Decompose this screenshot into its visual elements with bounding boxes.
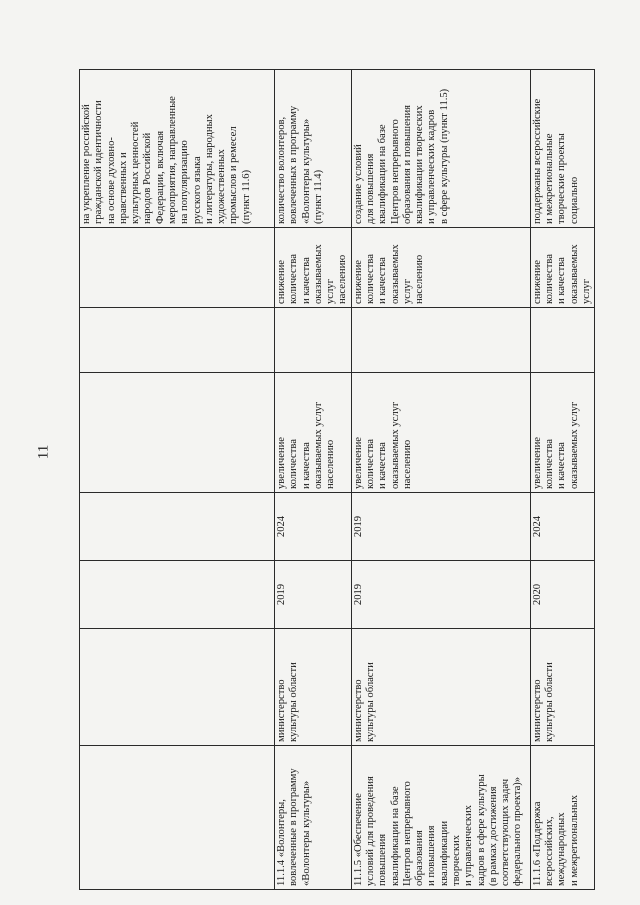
rotated-table-wrapper <box>79 80 592 890</box>
table-row <box>80 70 275 890</box>
start-year-cell <box>80 561 275 629</box>
start-year-cell: 2019 <box>351 561 530 629</box>
page-number: 11 <box>35 444 52 460</box>
indicator-link-cell: поддержаны всероссийские и межрегиональные творческие проекты социально <box>530 70 594 228</box>
table-row <box>275 70 352 890</box>
negative-effect-cell: снижение количества и качества оказываемых услуг населению <box>351 228 530 308</box>
start-year-cell: 2020 <box>530 561 594 629</box>
spacer-cell <box>530 308 594 373</box>
measure-cell <box>80 746 275 890</box>
document-sheet <box>79 80 592 890</box>
positive-effect-cell: увеличение количества и качества оказываемых услуг населению <box>351 373 530 493</box>
executor-cell: министерство культуры области <box>275 629 352 746</box>
measure-cell: 11.1.6 «Поддержка всероссийских, международных и межрегиональных <box>530 746 594 890</box>
executor-cell: министерство культуры области <box>530 629 594 746</box>
measures-table <box>79 69 595 890</box>
positive-effect-cell <box>80 373 275 493</box>
positive-effect-cell: увеличение количества и качества оказываемых услуг населению <box>275 373 352 493</box>
indicator-link-cell: количество волонтеров, вовлеченных в программу «Волонтеры культуры» (пункт 11.4) <box>275 70 352 228</box>
spacer-cell <box>351 308 530 373</box>
negative-effect-cell: снижение количества и качества оказываемых услуг <box>530 228 594 308</box>
start-year-cell: 2019 <box>275 561 352 629</box>
table-row <box>351 70 530 890</box>
negative-effect-cell <box>80 228 275 308</box>
end-year-cell: 2024 <box>530 493 594 561</box>
spacer-cell <box>80 308 275 373</box>
positive-effect-cell: увеличение количества и качества оказываемых услуг <box>530 373 594 493</box>
end-year-cell: 2024 <box>275 493 352 561</box>
measure-cell: 11.1.4 «Волонтеры, вовлеченные в программу «Волонтеры культуры» <box>275 746 352 890</box>
indicator-link-cell: на укрепление российской гражданской идентичности на основе духовно- нравственных и культурных ценностей народов Российской Федерации, включая мероприятия, направленные на популяризацию русского языка и литературы, народных художественных промыслов и ремесел (пункт 11.6) <box>80 70 275 228</box>
spacer-cell <box>275 308 352 373</box>
end-year-cell: 2019 <box>351 493 530 561</box>
measure-cell: 11.1.5 «Обеспечение условий для проведения повышения квалификации на базе Центров непрерывного образования и повышения квалификации творческих и управленческих кадров в сфере культуры (в рамках достижения соответствующих задач федерального проекта)» <box>351 746 530 890</box>
negative-effect-cell: снижение количества и качества оказываемых услуг населению <box>275 228 352 308</box>
executor-cell: министерство культуры области <box>351 629 530 746</box>
end-year-cell <box>80 493 275 561</box>
indicator-link-cell: создание условий для повышения квалификации на базе Центров непрерывного образования и повышения квалификации творческих и управленческих кадров в сфере культуры (пункт 11.5) <box>351 70 530 228</box>
table-row <box>530 70 594 890</box>
executor-cell <box>80 629 275 746</box>
